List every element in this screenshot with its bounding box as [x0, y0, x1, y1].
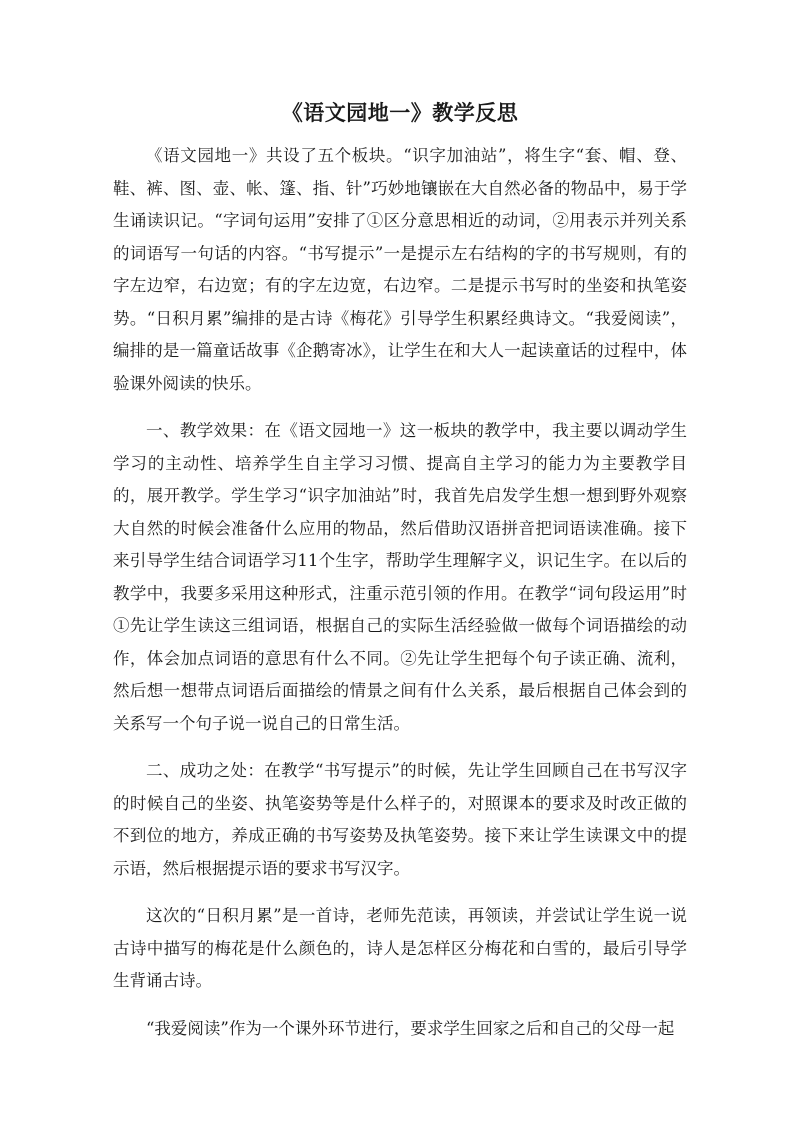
paragraph-overview: 《语文园地一》共设了五个板块。“识字加油站”，将生字“套、帽、登、鞋、裤、图、壶、帐、篷、指、针”巧妙地镶嵌在大自然必备的物品中，易于学生诵读识记。“字词句运用”安排了①区分意思相近的动词，②用表示并列关系的词语写一句话的内容。“书写提示”一是提示左右结构的字的书写规则，有的字左边窄，右边宽；有的字左边宽，右边窄。二是提示书写时的坐姿和执笔姿势。“日积月累”编排的是古诗《梅花》引导学生积累经典诗文。“我爱阅读”，编排的是一篇童话故事《企鹅寄冰》，让学生在和大人一起读童话的过程中，体验课外阅读的快乐。: [113, 146, 687, 393]
paragraph-teaching-effect: 一、教学效果：在《语文园地一》这一板块的教学中，我主要以调动学生学习的主动性、培养学生自主学习习惯、提高自主学习的能力为主要教学目的，展开教学。学生学习“识字加油站”时，我首先启发学生想一想到野外观察大自然的时候会准备什么应用的物品，然后借助汉语拼音把词语读准确。接下来引导学生结合词语学习11个生字，帮助学生理解字义，识记生字。在以后的教学中，我要多采用这种形式，注重示范引领的作用。在教学“词句段运用”时①先让学生读这三组词语，根据自己的实际生活经验做一做每个词语描绘的动作，体会加点词语的意思有什么不同。②先让学生把每个句子读正确、流利，然后想一想带点词语后面描绘的情景之间有什么关系，最后根据自己体会到的关系写一个句子说一说自己的日常生活。: [113, 421, 687, 733]
document-page: [113, 98, 687, 1060]
paragraph-daily-accumulation: 这次的“日积月累”是一首诗，老师先范读，再领读，并尝试让学生说一说古诗中描写的梅花是什么颜色的，诗人是怎样区分梅花和白雪的，最后引导学生背诵古诗。: [113, 906, 687, 990]
paragraph-success: 二、成功之处：在教学“书写提示”的时候，先让学生回顾自己在书写汉字的时候自己的坐姿、执笔姿势等是什么样子的，对照课本的要求及时改正做的不到位的地方，养成正确的书写姿势及执笔姿势。接下来让学生读课文中的提示语，然后根据提示语的要求书写汉字。: [113, 761, 687, 878]
paragraph-reading: “我爱阅读”作为一个课外环节进行，要求学生回家之后和自己的父母一起: [146, 1018, 675, 1038]
document-title: 《语文园地一》教学反思: [281, 100, 519, 125]
